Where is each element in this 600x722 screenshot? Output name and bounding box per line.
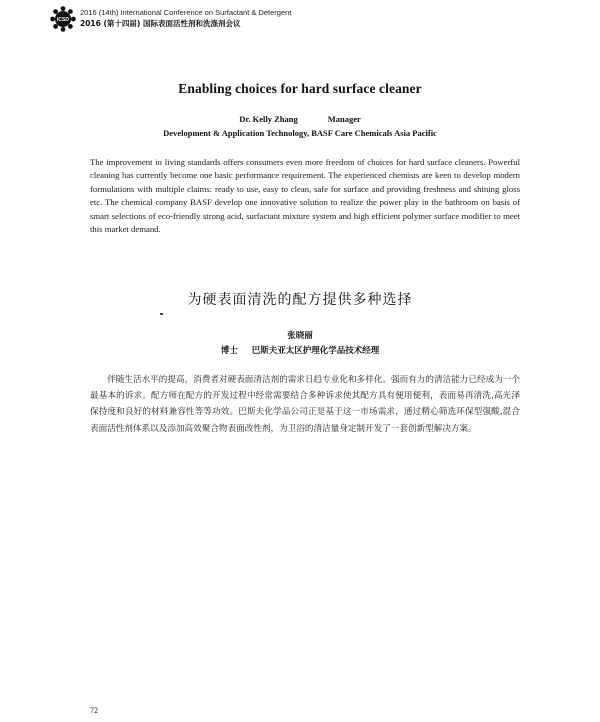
conference-name-zh: 2016 (第十四届) 国际表面活性剂和洗涤剂会议: [80, 19, 241, 28]
paper-title-zh: 为硬表面清洗的配方提供多种选择: [187, 292, 413, 308]
logo-text: ICSD: [57, 17, 69, 23]
author-degree-zh: 博士: [220, 346, 238, 356]
affiliation-en: Development & Application Technology, BASF Care Chemicals Asia Pacific: [163, 128, 437, 138]
author-name-zh: 张晓丽: [287, 331, 313, 341]
affiliation-zh: 巴斯夫亚太区护理化学品技术经理: [251, 346, 380, 356]
conference-logo: [50, 6, 76, 32]
author-name-en: Dr. Kelly Zhang: [239, 114, 298, 124]
author-role-en: Manager: [327, 114, 361, 124]
affiliation-line-zh: [0, 346, 600, 357]
stray-mark: [160, 313, 163, 315]
author-line-en: [0, 114, 600, 125]
abstract-en: The improvement in living standards offers consumers even more freedom of choices for hard surface cleaners. Powerful cleaning has currently become one basic performance requirement. The experienced chemists are keen to develop modern formulations with multiple claims: ready to use, easy to clean, safe for surface and providing freshness and shining gloss etc. The chemical company BASF develop one innovative solution to realize the power play in the bathroom on basis of smart selections of eco-friendly strong acid, surfactant mixture system and high efficient polymer surface modifier to meet this market demand.: [90, 157, 520, 235]
page-number: 72: [90, 706, 98, 715]
paper-title-en: Enabling choices for hard surface cleaner: [178, 81, 422, 96]
conference-name-en: 2016 (14th) International Conference on Surfactant & Detergent: [80, 8, 292, 17]
conference-header: [50, 6, 350, 34]
abstract-zh: 伴随生活水平的提高，消费者对硬表面清洁剂的需求日趋专业化和多样化。强而有力的清洁能力已经成为一个最基本的诉求。配方师在配方的开发过程中经常需要结合多种诉求使其配方具有便用便利，表面易再清洗,高光泽保持度和良好的材料兼容性等等功效。巴斯夫化学品公司正是基于这一市场需求，通过精心筛选环保型强酸,混合表面活性剂体系以及添加高效聚合物表面改性剂，为卫浴的清洁量身定制开发了一套创新型解决方案。: [90, 375, 520, 434]
